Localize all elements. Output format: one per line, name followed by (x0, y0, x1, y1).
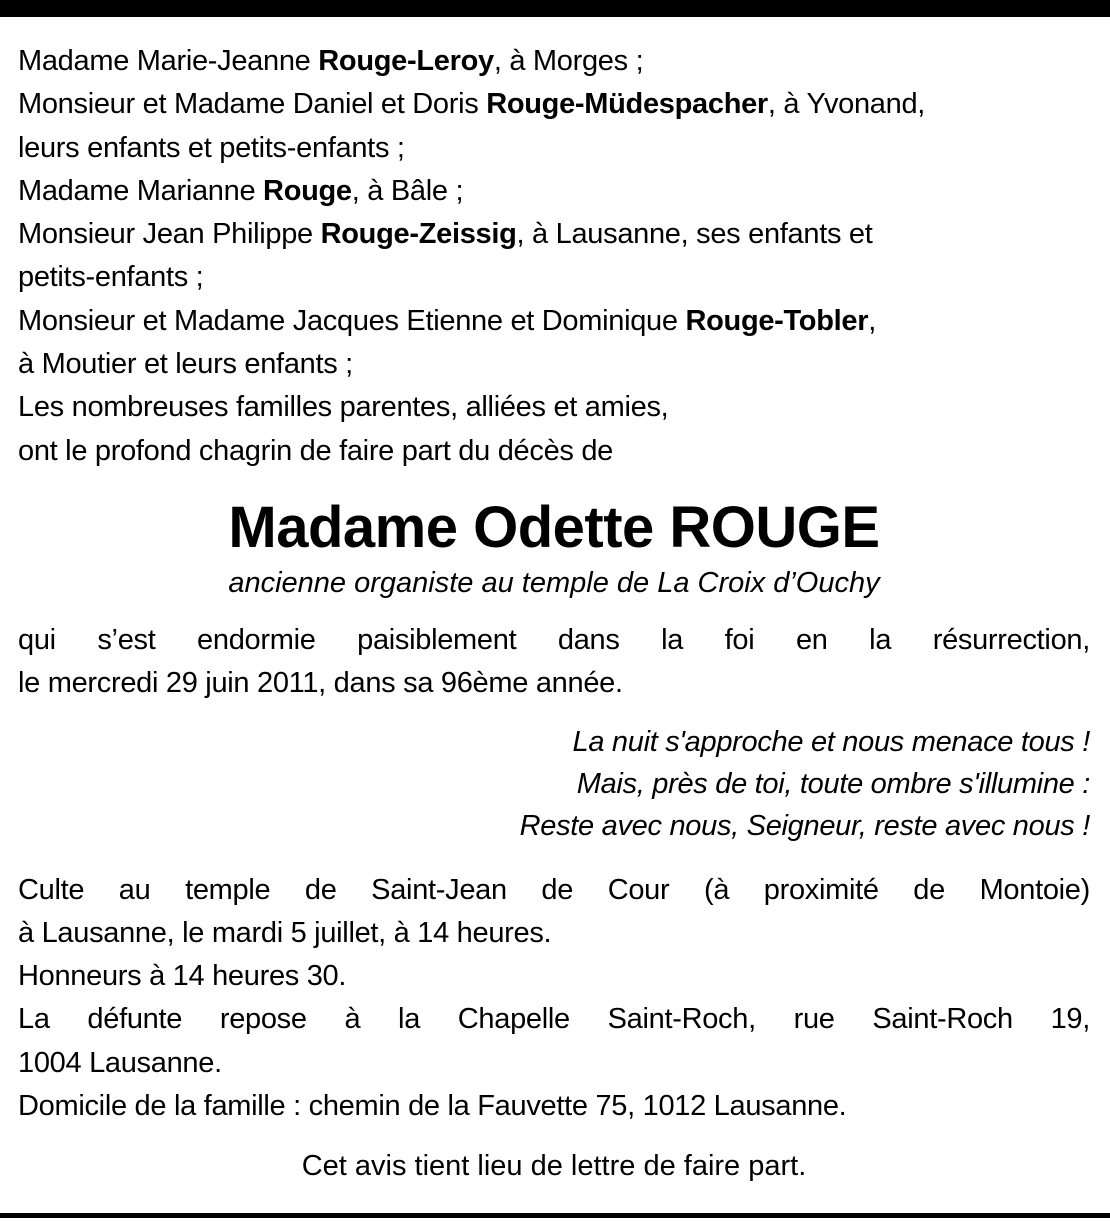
family-surname: Rouge-Leroy (318, 45, 494, 77)
poem-line: La nuit s'approche et nous menace tous ! (572, 725, 1090, 758)
death-announcement (18, 619, 1090, 706)
death-line: qui s’est endormie paisiblement dans la foi en la résurrection, (18, 623, 1090, 656)
family-line (18, 40, 1090, 83)
poem-line: Reste avec nous, Seigneur, reste avec nous ! (519, 809, 1090, 842)
ceremony-line: à Lausanne, le mardi 5 juillet, à 14 heures. (18, 916, 552, 949)
text-segment: Monsieur et Madame Jacques Etienne et Dominique (18, 304, 686, 337)
death-line: le mercredi 29 juin 2011, dans sa 96ème année. (18, 667, 623, 700)
top-border (0, 0, 1110, 17)
text-segment: Monsieur et Madame Daniel et Doris (18, 88, 487, 121)
ceremony-line: Honneurs à 14 heures 30. (18, 960, 347, 993)
family-line (18, 430, 1090, 473)
text-segment: Monsieur Jean Philippe (18, 218, 321, 251)
text-segment: , (868, 304, 876, 337)
family-line (18, 386, 1090, 429)
family-line (18, 343, 1090, 386)
bottom-border (0, 1213, 1110, 1218)
text-segment: Madame Marianne (18, 174, 264, 207)
text-segment: petits-enfants ; (18, 261, 204, 294)
text-segment: à Moutier et leurs enfants ; (18, 348, 353, 381)
ceremony-line: Culte au temple de Saint-Jean de Cour (à proximité de Montoie) (18, 873, 1090, 906)
family-line (18, 127, 1090, 170)
closing-note: Cet avis tient lieu de lettre de faire part. (301, 1150, 807, 1183)
family-line (18, 83, 1090, 126)
family-line (18, 213, 1090, 256)
ceremony-line: 1004 Lausanne. (18, 1046, 222, 1079)
family-surname: Rouge-Zeissig (320, 218, 517, 251)
ceremony-line: Domicile de la famille : chemin de la Fauvette 75, 1012 Lausanne. (18, 1090, 847, 1123)
text-segment: , à Yvonand, (767, 88, 926, 121)
text-segment: , à Bâle ; (351, 174, 464, 207)
family-surname: Rouge-Müdespacher (486, 88, 768, 121)
text-segment: , à Lausanne, ses enfants et (516, 218, 873, 251)
family-line (18, 256, 1090, 299)
ceremony-line: La défunte repose à la Chapelle Saint-Roch, rue Saint-Roch 19, (18, 1003, 1090, 1036)
deceased-name: Madame Odette ROUGE (228, 494, 880, 560)
family-list (18, 40, 1090, 473)
text-segment: Madame Marie-Jeanne (18, 45, 319, 77)
family-surname: Rouge (263, 174, 352, 207)
family-line (18, 300, 1090, 343)
poem (18, 721, 1090, 847)
family-line (18, 170, 1090, 213)
family-surname: Rouge-Tobler (685, 304, 869, 337)
obituary-notice (18, 40, 1090, 1186)
ceremony-details (18, 869, 1090, 1129)
text-segment: ont le profond chagrin de faire part du décès de (18, 434, 614, 467)
text-segment: Les nombreuses familles parentes, alliées et amies, (18, 391, 669, 424)
text-segment: leurs enfants et petits-enfants ; (18, 131, 405, 164)
poem-line: Mais, près de toi, toute ombre s'illumine : (576, 767, 1090, 800)
deceased-description: ancienne organiste au temple de La Croix d’Ouchy (228, 566, 880, 599)
text-segment: , à Morges ; (493, 45, 644, 77)
